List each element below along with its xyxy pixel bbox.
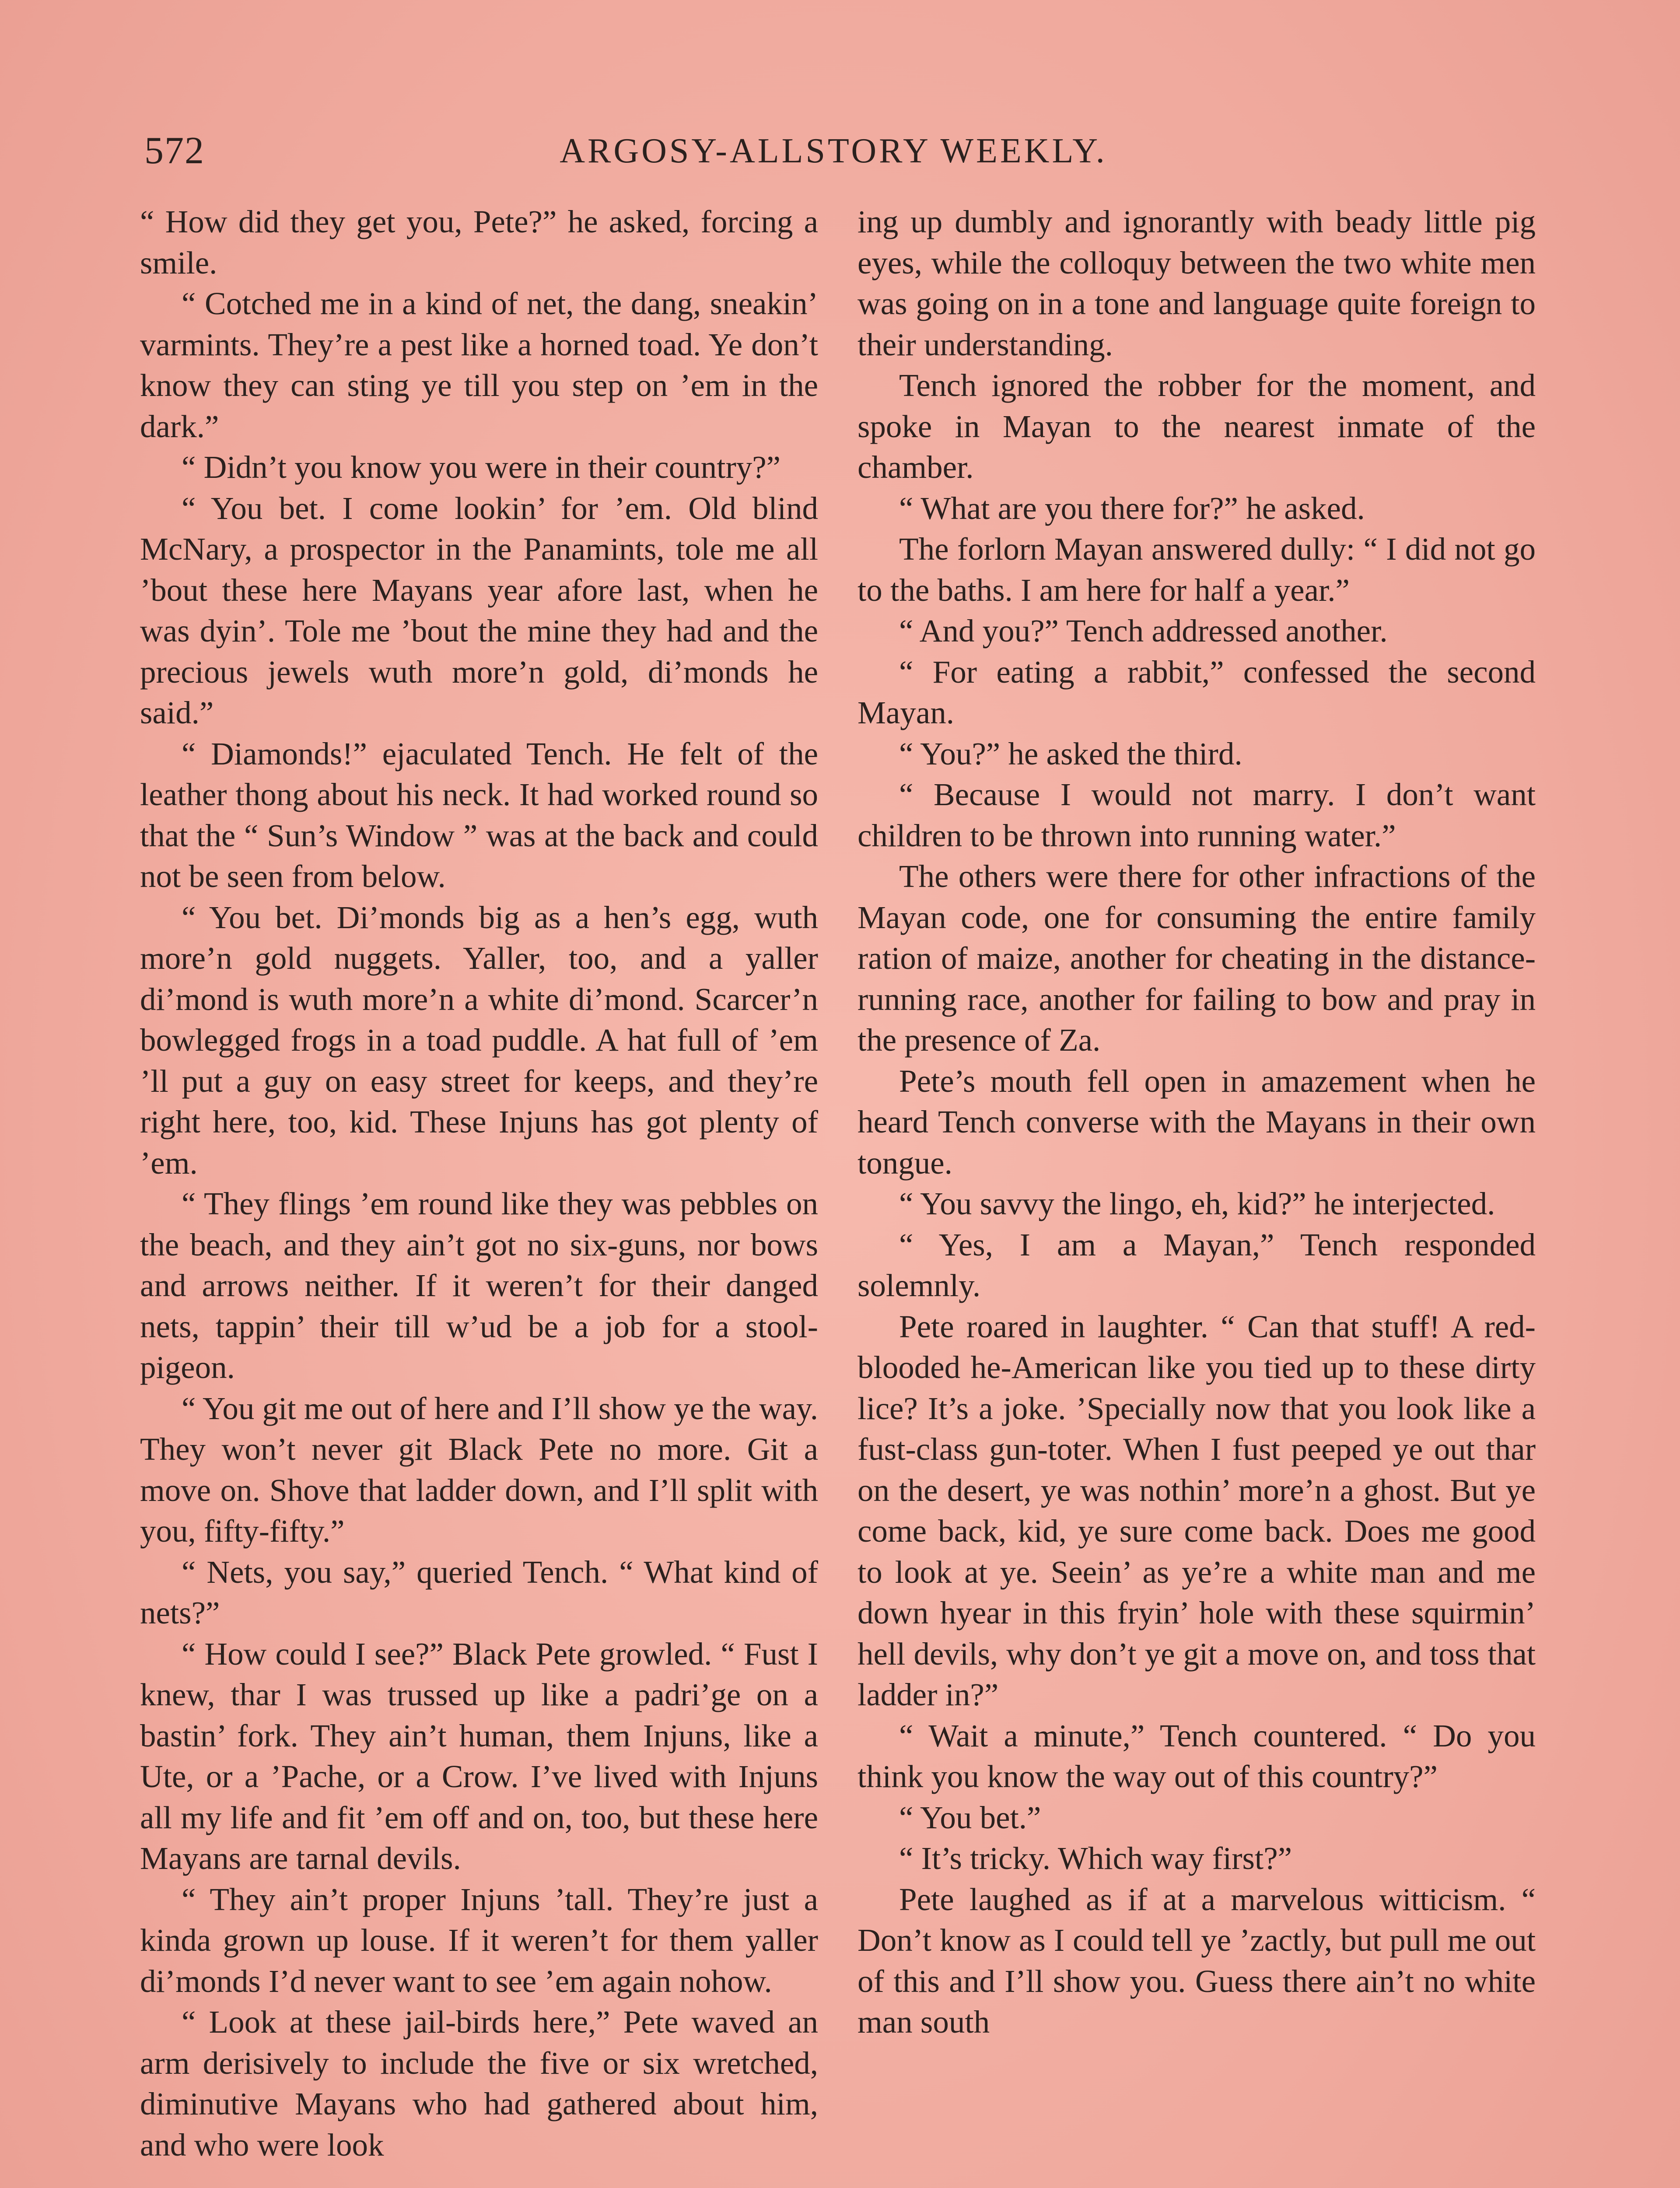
paragraph: The forlorn Mayan answered dully: “ I did not go to the baths. I am here for half a year.” bbox=[858, 531, 1536, 608]
paragraph: “ Cotched me in a kind of net, the dang, sneakin’ varmints. They’re a pest like a horned toad. Ye don’t know they can sting ye till you step on ’em in the dark.” bbox=[140, 286, 818, 444]
right-column bbox=[858, 201, 1536, 2043]
paragraph: “ How did they get you, Pete?” he asked, forcing a smile. bbox=[140, 204, 818, 281]
paragraph: “ Wait a minute,” Tench countered. “ Do you think you know the way out of this country?” bbox=[858, 1718, 1536, 1794]
paragraph: “ You git me out of here and I’ll show ye the way. They won’t never git Black Pete no more. Git a move on. Shove that ladder down, and I’ll split with you, fifty-fifty.” bbox=[140, 1390, 818, 1549]
paragraph: “ And you?” Tench addressed another. bbox=[899, 613, 1388, 649]
paragraph: Tench ignored the robber for the moment, and spoke in Mayan to the nearest inmate of the chamber. bbox=[858, 368, 1536, 485]
paragraph: “ You savvy the lingo, eh, kid?” he interjected. bbox=[899, 1186, 1495, 1221]
paragraph: Pete roared in laughter. “ Can that stuff! A red-blooded he-American like you tied up to these dirty lice? It’s a joke. ’Specially now that you look like a fust-class gun-toter. When I fust peeped ye out thar on the desert, ye was nothin’ more’n a ghost. But ye come back, kid, ye sure come back. Does me good to look at ye. Seein’ as ye’re a white man and me down hyear in this fryin’ hole with these squirmin’ hell devils, why don’t ye git a move on, and toss that ladder in?” bbox=[858, 1308, 1536, 1712]
paragraph: “ How could I see?” Black Pete growled. “ Fust I knew, thar I was trussed up like a padri’ge on a bastin’ fork. They ain’t human, them Injuns, like a Ute, or a ’Pache, or a Crow. I’ve lived with Injuns all my life and fit ’em off and on, too, but these here Mayans are tarnal devils. bbox=[140, 1636, 818, 1876]
paragraph: “ You bet. I come lookin’ for ’em. Old blind McNary, a prospector in the Panamints, tole me all ’bout these here Mayans year afore last, when he was dyin’. Tole me ’bout the mine they had and the precious jewels wuth more’n gold, di’monds he said.” bbox=[140, 490, 818, 730]
paragraph: “ What are you there for?” he asked. bbox=[899, 490, 1365, 526]
paragraph: “ You?” he asked the third. bbox=[899, 736, 1242, 771]
paragraph: The others were there for other infractions of the Mayan code, one for consuming the entire family ration of maize, another for cheating in the distance-running race, another for failing to bow and pray in the presence of Za. bbox=[858, 859, 1536, 1058]
paragraph: “ Diamonds!” ejaculated Tench. He felt of the leather thong about his neck. It had worked round so that the “ Sun’s Window ” was at the back and could not be seen from below. bbox=[140, 736, 818, 894]
running-head: ARGOSY-ALLSTORY WEEKLY. bbox=[560, 132, 1107, 170]
paragraph: “ Look at these jail-birds here,” Pete waved an arm derisively to include the five or six wretched, diminutive Mayans who had gathered about him, and who were look bbox=[140, 2004, 818, 2163]
paragraph: “ Nets, you say,” queried Tench. “ What kind of nets?” bbox=[140, 1554, 818, 1630]
paragraph: “ Because I would not marry. I don’t want children to be thrown into running water.” bbox=[858, 777, 1536, 853]
paragraph: “ They flings ’em round like they was pebbles on the beach, and they ain’t got no six-guns, nor bows and arrows neither. If it weren’t for their danged nets, tappin’ their till w’ud be a job for a stool-pigeon. bbox=[140, 1186, 818, 1385]
paragraph: Pete’s mouth fell open in amazement when he heard Tench converse with the Mayans in their own tongue. bbox=[858, 1063, 1536, 1181]
paragraph: ing up dumbly and ignorantly with beady little pig eyes, while the colloquy between the two white men was going on in a tone and language quite foreign to their understanding. bbox=[858, 204, 1536, 362]
page-number: 572 bbox=[144, 130, 205, 172]
paragraph: “ Didn’t you know you were in their country?” bbox=[182, 449, 781, 485]
paragraph: “ Yes, I am a Mayan,” Tench responded solemnly. bbox=[858, 1227, 1536, 1303]
paragraph: “ You bet.” bbox=[899, 1799, 1041, 1835]
left-column bbox=[140, 201, 818, 2165]
paragraph: “ They ain’t proper Injuns ’tall. They’re just a kinda grown up louse. If it weren’t for them yaller di’monds I’d never want to see ’em again nohow. bbox=[140, 1881, 818, 1999]
paragraph: “ For eating a rabbit,” confessed the second Mayan. bbox=[858, 654, 1536, 730]
paragraph: “ It’s tricky. Which way first?” bbox=[899, 1841, 1292, 1876]
paragraph: Pete laughed as if at a marvelous witticism. “ Don’t know as I could tell ye ’zactly, but pull me out of this and I’ll show you. Guess there ain’t no white man south bbox=[858, 1881, 1536, 2040]
paragraph: “ You bet. Di’monds big as a hen’s egg, wuth more’n gold nuggets. Yaller, too, and a yaller di’mond is wuth more’n a white di’mond. Scarcer’n bowlegged frogs in a toad puddle. A hat full of ’em ’ll put a guy on easy street for keeps, and they’re right here, too, kid. These Injuns has got plenty of ’em. bbox=[140, 899, 818, 1181]
page-header bbox=[144, 127, 1522, 179]
